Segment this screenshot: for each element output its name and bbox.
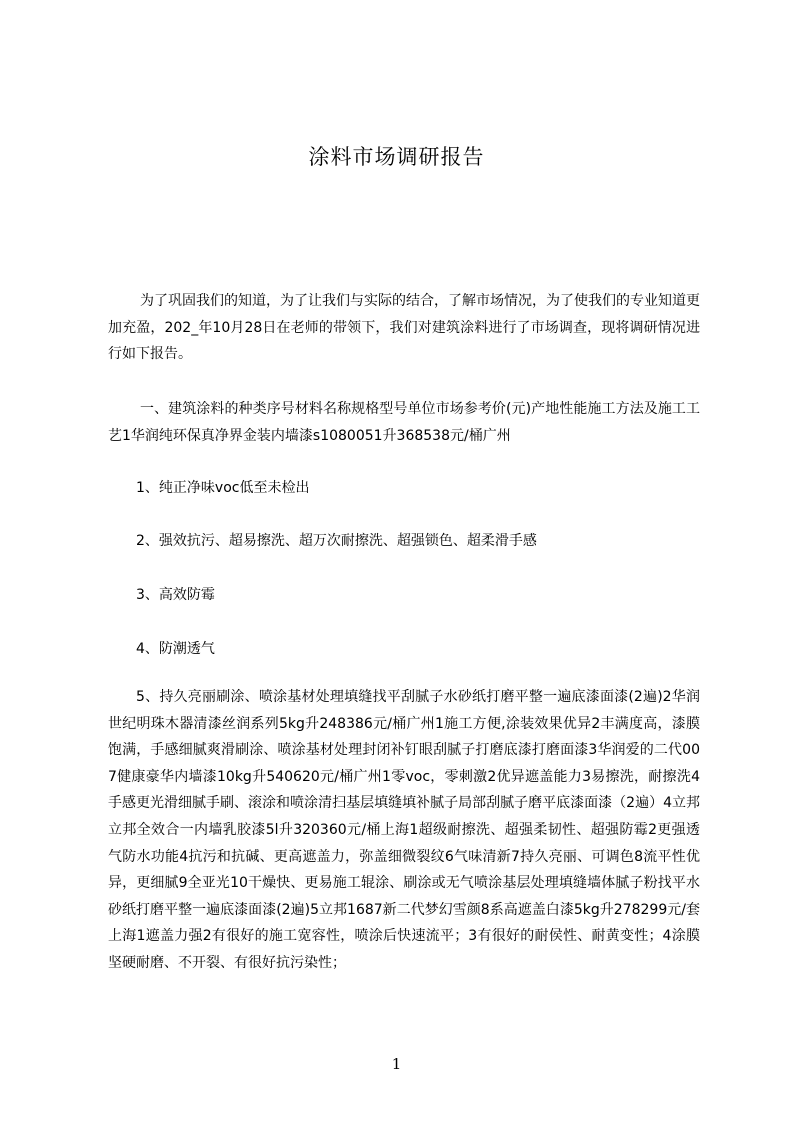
- list-item-4: 4、防潮透气: [136, 641, 215, 657]
- list-item-3: 3、高效防霉: [136, 587, 215, 603]
- section-one-paragraph: 一、建筑涂料的种类序号材料名称规格型号单位市场参考价(元)产地性能施工方法及施工工艺1华润纯环保真净界金装内墙漆s1080051升368538元/桶广州: [108, 401, 700, 444]
- intro-paragraph: 为了巩固我们的知道，为了让我们与实际的结合，了解市场情况，为了使我们的专业知道更加充盈，202_年10月28日在老师的带领下，我们对建筑涂料进行了市场调查，现将调研情况进行如下报告。: [108, 293, 700, 363]
- list-item-5-paragraph: 5、持久亮丽刷涂、喷涂基材处理填缝找平刮腻子水砂纸打磨平整一遍底漆面漆(2遍)2华润世纪明珠木器清漆丝润系列5kg升248386元/桶广州1施工方便,涂装效果优异2丰满度高，漆膜饱满，手感细腻爽滑刷涂、喷涂基材处理封闭补钉眼刮腻子打磨底漆打磨面漆3华润爱的二代007健康豪华内墙漆10kg升540620元/桶广州1零voc，零刺激2优异遮盖能力3易擦洗，耐擦洗4手感更光滑细腻手刷、滚涂和喷涂清扫基层填缝填补腻子局部刮腻子磨平底漆面漆（2遍）4立邦立邦全效合一内墙乳胶漆5l升320360元/桶上海1超级耐擦洗、超强柔韧性、超强防霉2更强透气防水功能4抗污和抗碱、更高遮盖力，弥盖细微裂纹6气味清新7持久亮丽、可调色8流平性优异，更细腻9全亚光10干燥快、更易施工辊涂、刷涂或无气喷涂基层处理填缝墙体腻子粉找平水砂纸打磨平整一遍底漆面漆(2遍)5立邦1687新二代梦幻雪颜8系高遮盖白漆5kg升278299元/套上海1遮盖力强2有很好的施工宽容性，喷涂后快速流平；3有很好的耐侯性、耐黄变性；4涂膜坚硬耐磨、不开裂、有很好抗污染性；: [108, 689, 700, 971]
- list-item-1: 1、纯正净味voc低至未检出: [136, 480, 310, 496]
- page-number: 1: [391, 1055, 402, 1073]
- list-item-2: 2、强效抗污、超易擦洗、超万次耐擦洗、超强锁色、超柔滑手感: [136, 533, 537, 549]
- page-title: 涂料市场调研报告: [308, 145, 485, 169]
